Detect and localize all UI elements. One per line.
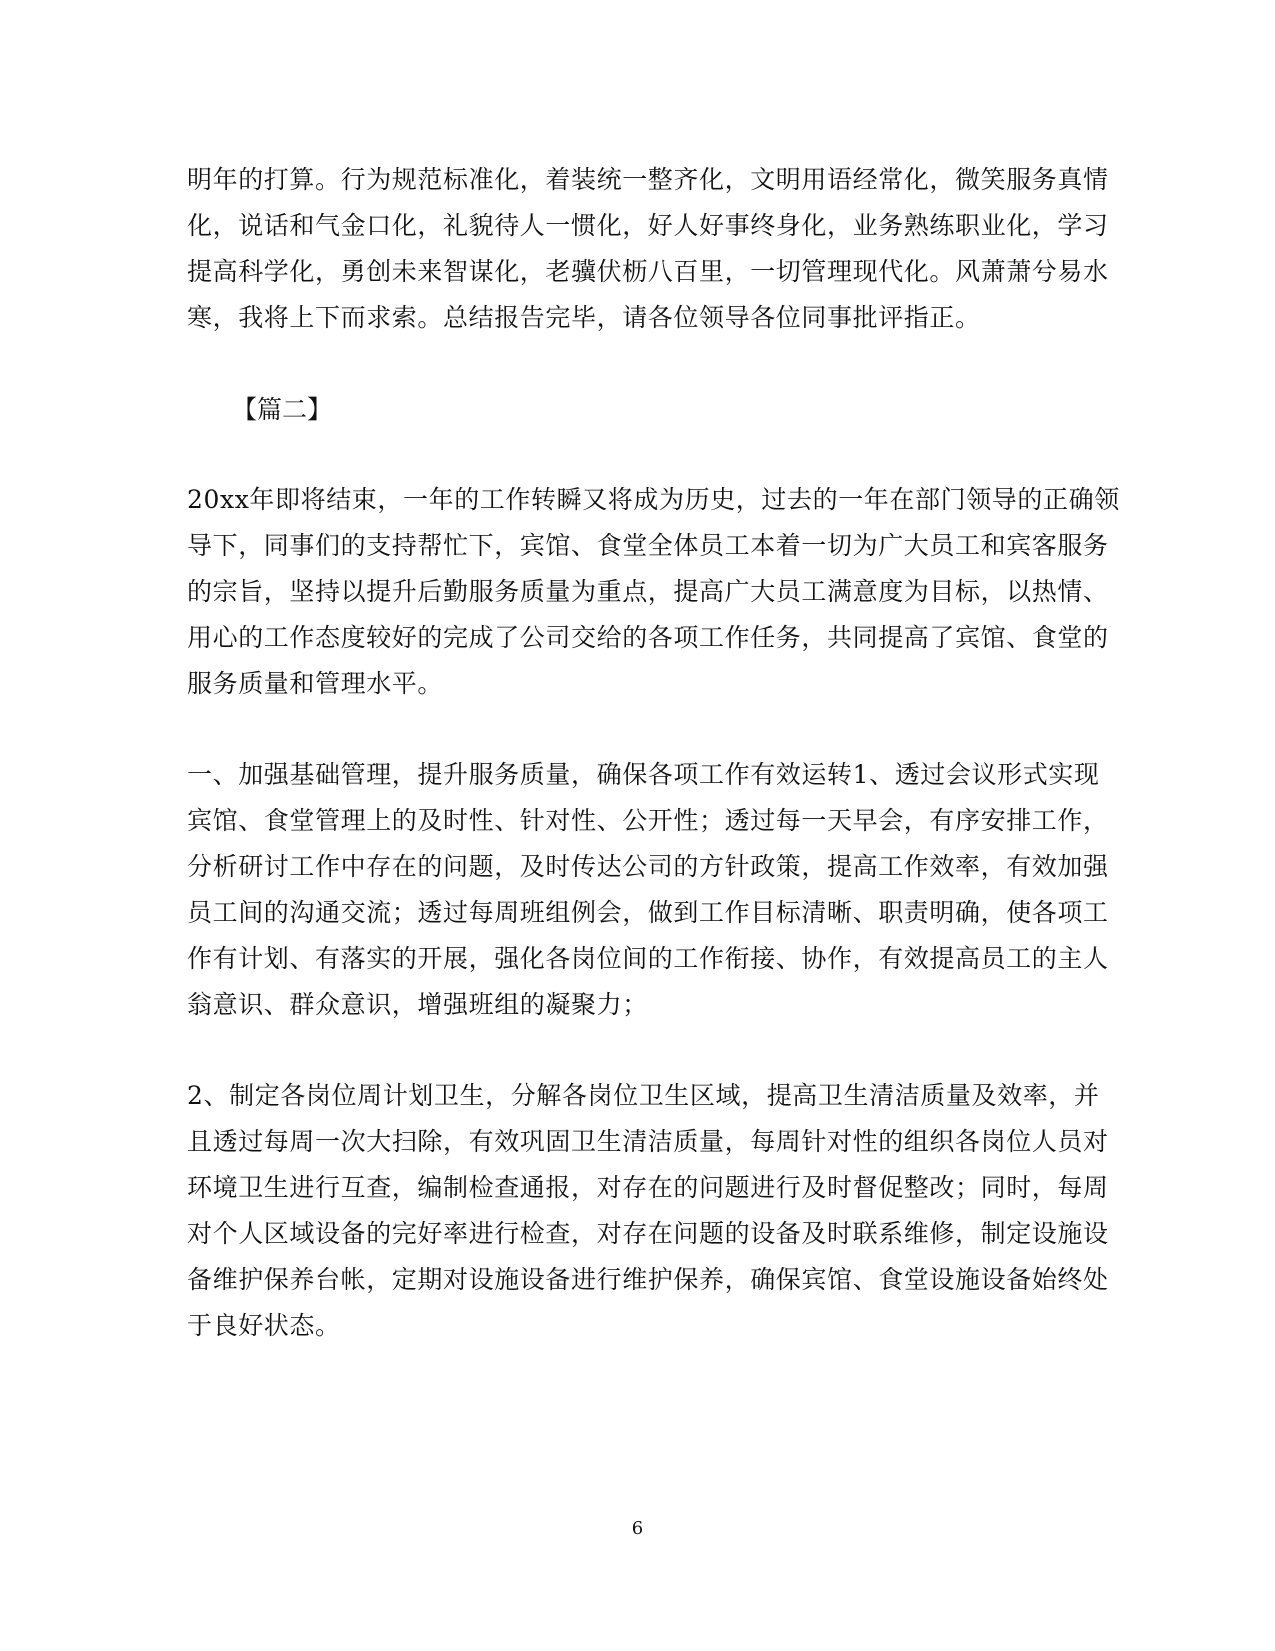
text-line: 一、加强基础管理，提升服务质量，确保各项工作有效运转1、透过会议形式实现 [187, 760, 1100, 789]
text-line: 寒，我将上下而求索。总结报告完毕，请各位领导各位同事批评指正。 [187, 303, 981, 332]
text-line: 服务质量和管理水平。 [187, 669, 444, 698]
text-line: 分析研讨工作中存在的问题，及时传达公司的方针政策，提高工作效率，有效加强 [187, 852, 1109, 881]
text-line: 20xx年即将结束，一年的工作转瞬又将成为历史，过去的一年在部门领导的正确领 [187, 485, 1120, 514]
page-number: 6 [631, 1518, 644, 1539]
text-line: 的宗旨，坚持以提升后勤服务质量为重点，提高广大员工满意度为目标，以热情、 [187, 577, 1109, 606]
section-heading: 【篇二】 [232, 395, 333, 424]
text-line: 对个人区域设备的完好率进行检查，对存在问题的设备及时联系维修，制定设施设 [187, 1219, 1109, 1248]
text-line: 化，说话和气金口化，礼貌待人一惯化，好人好事终身化，业务熟练职业化，学习 [187, 211, 1109, 240]
text-line: 2、制定各岗位周计划卫生，分解各岗位卫生区域，提高卫生清洁质量及效率，并 [187, 1081, 1100, 1110]
text-line: 且透过每周一次大扫除，有效巩固卫生清洁质量，每周针对性的组织各岗位人员对 [187, 1127, 1109, 1156]
text-line: 导下，同事们的支持帮忙下，宾馆、食堂全体员工本着一切为广大员工和宾客服务 [187, 531, 1109, 560]
text-line: 提高科学化，勇创未来智谋化，老骥伏枥八百里，一切管理现代化。风萧萧兮易水 [187, 257, 1109, 286]
text-line: 环境卫生进行互查，编制检查通报，对存在的问题进行及时督促整改；同时，每周 [187, 1173, 1109, 1202]
text-line: 明年的打算。行为规范标准化，着装统一整齐化，文明用语经常化，微笑服务真情 [187, 165, 1109, 194]
text-line: 员工间的沟通交流；透过每周班组例会，做到工作目标清晰、职责明确，使各项工 [187, 898, 1109, 927]
text-line: 作有计划、有落实的开展，强化各岗位间的工作衔接、协作，有效提高员工的主人 [187, 944, 1109, 973]
text-line: 宾馆、食堂管理上的及时性、针对性、公开性；透过每一天早会，有序安排工作， [187, 806, 1109, 835]
text-line: 翁意识、群众意识，增强班组的凝聚力； [187, 990, 648, 1019]
text-line: 备维护保养台帐，定期对设施设备进行维护保养，确保宾馆、食堂设施设备始终处 [187, 1265, 1109, 1294]
text-line: 于良好状态。 [187, 1311, 341, 1340]
text-line: 用心的工作态度较好的完成了公司交给的各项工作任务，共同提高了宾馆、食堂的 [187, 623, 1109, 652]
